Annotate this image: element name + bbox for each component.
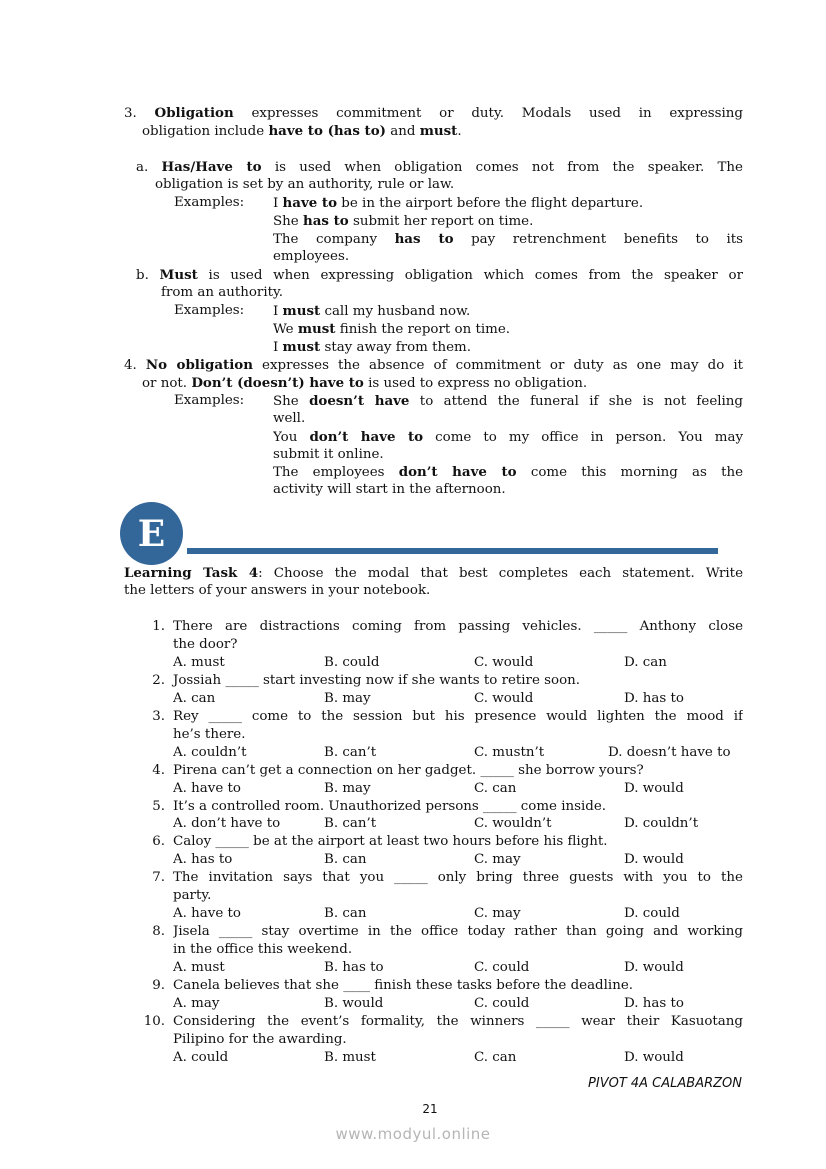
answer-option-d: D. could: [624, 906, 680, 922]
note-line: [273, 230, 743, 248]
answer-option-a: A. may: [173, 995, 220, 1011]
examples-label: [174, 392, 244, 410]
text-run: be in the airport before the flight departure.: [337, 196, 644, 211]
note-line: [124, 356, 743, 374]
question-text: There are distractions coming from passing vehicles. _____ Anthony close: [173, 619, 743, 634]
question-number: 5.: [152, 798, 165, 814]
note-line: [273, 194, 643, 213]
note-line: [273, 481, 506, 499]
answer-option-d: D. has to: [624, 690, 684, 706]
question-text: Pilipino for the awarding.: [173, 1031, 347, 1047]
answer-option-a: A. have to: [173, 780, 241, 796]
answer-option-b: B. can’t: [324, 744, 377, 760]
answer-option-b: B. can’t: [324, 816, 377, 832]
answer-option-d: D. would: [624, 852, 684, 868]
note-line: [273, 463, 743, 481]
question-text: he’s there.: [173, 726, 246, 742]
bold-term: must: [419, 123, 458, 139]
text-run: is used when expressing obligation which comes from the speaker or: [197, 268, 743, 283]
note-line: [273, 338, 471, 357]
answer-option-b: B. would: [324, 995, 384, 1011]
bold-term: don’t have to: [398, 464, 517, 480]
question-number: 7.: [152, 870, 165, 886]
answer-option-c: C. would: [474, 654, 534, 670]
bold-term: has to: [302, 213, 349, 229]
footer-label: PIVOT 4A CALABARZON: [588, 1076, 742, 1091]
examples-label: [174, 194, 244, 212]
answer-option-a: A. have to: [173, 906, 241, 922]
note-line: [273, 302, 470, 321]
bold-term: Obligation: [154, 105, 234, 121]
text-run: or not.: [142, 376, 192, 391]
answer-option-a: A. must: [173, 654, 225, 670]
question-text: party.: [173, 888, 212, 904]
bold-term: has to: [394, 231, 454, 247]
answer-option-c: C. can: [474, 1049, 517, 1065]
text-run: the letters of your answers in your notebook.: [124, 583, 431, 598]
note-line: [273, 428, 743, 446]
answer-option-d: D. would: [624, 960, 684, 976]
question-number: 4.: [152, 762, 165, 778]
question-number: 3.: [152, 708, 165, 724]
answer-option-b: B. can: [324, 906, 367, 922]
answer-option-c: C. could: [474, 960, 530, 976]
question-text: Rey _____ come to the session but his presence would lighten the mood if: [173, 708, 743, 724]
answer-option-b: B. has to: [324, 960, 384, 976]
text-run: We: [273, 322, 298, 337]
answer-option-c: C. mustn’t: [474, 744, 545, 760]
question-text: Jisela _____ stay overtime in the office today rather than going and working: [173, 924, 743, 940]
page-number: 21: [422, 1102, 438, 1116]
answer-option-b: B. must: [324, 1049, 376, 1065]
bold-term: Has/Have to: [161, 159, 262, 175]
bold-term: Learning Task 4: [124, 565, 259, 581]
text-run: a.: [136, 160, 162, 175]
question-text: Pirena can’t get a connection on her gadget. _____ she borrow yours?: [173, 762, 644, 778]
note-line: [136, 266, 743, 284]
text-run: obligation is set by an authority, rule or law.: [155, 177, 455, 192]
answer-option-c: C. may: [474, 852, 521, 868]
question-text: in the office this weekend.: [173, 942, 353, 958]
note-line: [273, 392, 743, 410]
task-instructions: [124, 564, 743, 582]
text-run: Examples:: [174, 195, 245, 210]
note-line: [161, 284, 283, 302]
answer-option-c: C. wouldn’t: [474, 816, 552, 832]
question-number: 8.: [152, 924, 165, 940]
note-line: [273, 212, 533, 231]
text-run: come to my office in person. You may: [423, 430, 743, 445]
answer-option-a: A. couldn’t: [173, 744, 247, 760]
answer-option-a: A. can: [173, 690, 216, 706]
text-run: You: [273, 430, 310, 445]
note-line: [155, 176, 454, 194]
text-run: is used to express no obligation.: [363, 376, 588, 391]
text-run: stay away from them.: [320, 340, 472, 355]
bold-term: doesn’t have: [309, 393, 410, 409]
note-line: [142, 122, 462, 141]
text-run: obligation include: [142, 124, 269, 139]
task-instructions: [124, 582, 430, 600]
answer-option-a: A. must: [173, 960, 225, 976]
text-run: Examples:: [174, 393, 245, 408]
text-run: 4.: [124, 358, 146, 373]
answer-option-b: B. may: [324, 780, 371, 796]
answer-option-d: D. would: [624, 1049, 684, 1065]
examples-label: [174, 302, 244, 320]
note-line: [273, 446, 384, 464]
bold-term: must: [297, 321, 336, 337]
text-run: finish the report on time.: [335, 322, 511, 337]
answer-option-c: C. would: [474, 690, 534, 706]
answer-option-d: D. can: [624, 654, 667, 670]
question-text: The invitation says that you _____ only bring three guests with you to the: [173, 870, 743, 886]
text-run: expresses commitment or duty. Modals used in expressing: [233, 106, 743, 121]
question-number: 6.: [152, 834, 165, 850]
text-run: Examples:: [174, 303, 245, 318]
text-run: is used when obligation comes not from the speaker. The: [261, 160, 743, 175]
text-run: The employees: [273, 465, 399, 480]
text-run: call my husband now.: [320, 304, 471, 319]
text-run: activity will start in the afternoon.: [273, 482, 506, 497]
text-run: submit her report on time.: [348, 214, 534, 229]
text-run: expresses the absence of commitment or duty as one may do it: [252, 358, 743, 373]
answer-option-d: D. doesn’t have to: [608, 744, 731, 760]
text-run: The company: [273, 232, 395, 247]
answer-option-d: D. has to: [624, 995, 684, 1011]
note-line: [273, 248, 349, 266]
text-run: She: [273, 214, 303, 229]
answer-option-d: D. couldn’t: [624, 816, 699, 832]
question-number: 9.: [152, 978, 165, 993]
section-divider-bar: [187, 548, 718, 554]
answer-option-d: D. would: [624, 780, 684, 796]
question-text: Caloy _____ be at the airport at least two hours before his flight.: [173, 834, 608, 850]
text-run: I: [273, 304, 283, 319]
bold-term: No obligation: [145, 357, 253, 373]
text-run: b.: [136, 268, 160, 283]
answer-option-c: C. can: [474, 780, 517, 796]
question-text: It’s a controlled room. Unauthorized persons _____ come inside.: [173, 798, 607, 814]
text-run: come this morning as the: [516, 465, 743, 480]
answer-option-c: C. may: [474, 906, 521, 922]
question-text: Canela believes that she ____ finish these tasks before the deadline.: [173, 978, 634, 993]
answer-option-b: B. could: [324, 654, 380, 670]
text-run: 3.: [124, 106, 155, 121]
text-run: from an authority.: [161, 285, 284, 300]
text-run: I: [273, 340, 283, 355]
answer-option-c: C. could: [474, 995, 530, 1011]
bold-term: must: [282, 303, 321, 319]
question-number: 1.: [152, 619, 165, 634]
bold-term: don’t have to: [309, 429, 424, 445]
answer-option-b: B. may: [324, 690, 371, 706]
note-line: [124, 104, 743, 122]
text-run: and: [386, 124, 420, 139]
text-run: well.: [273, 411, 306, 426]
note-line: [273, 320, 510, 339]
question-text: the door?: [173, 636, 238, 652]
bold-term: Must: [159, 267, 198, 283]
text-run: employees.: [273, 249, 350, 264]
text-run: pay retrenchment benefits to its: [453, 232, 743, 247]
text-run: submit it online.: [273, 447, 384, 462]
section-e-badge: E: [120, 502, 183, 565]
question-number: 2.: [152, 672, 165, 688]
bold-term: Don’t (doesn’t) have to: [191, 375, 364, 391]
bold-term: have to (has to): [268, 123, 386, 139]
bold-term: have to: [282, 195, 338, 211]
note-line: [136, 158, 743, 176]
answer-option-b: B. can: [324, 852, 367, 868]
text-run: She: [273, 394, 310, 409]
question-text: Considering the event’s formality, the winners _____ wear their Kasuotang: [173, 1013, 743, 1029]
question-text: Jossiah _____ start investing now if she wants to retire soon.: [173, 672, 581, 688]
text-run: : Choose the modal that best completes each statement. Write: [258, 566, 743, 581]
note-line: [142, 374, 587, 393]
text-run: .: [457, 124, 462, 139]
note-line: [273, 410, 305, 428]
text-run: to attend the funeral if she is not feeling: [409, 394, 743, 409]
watermark: www.modyul.online: [335, 1125, 491, 1143]
bold-term: must: [282, 339, 321, 355]
question-number: 10.: [143, 1013, 165, 1029]
text-run: I: [273, 196, 283, 211]
answer-option-a: A. could: [173, 1049, 229, 1065]
answer-option-a: A. don’t have to: [173, 816, 281, 832]
answer-option-a: A. has to: [173, 852, 233, 868]
